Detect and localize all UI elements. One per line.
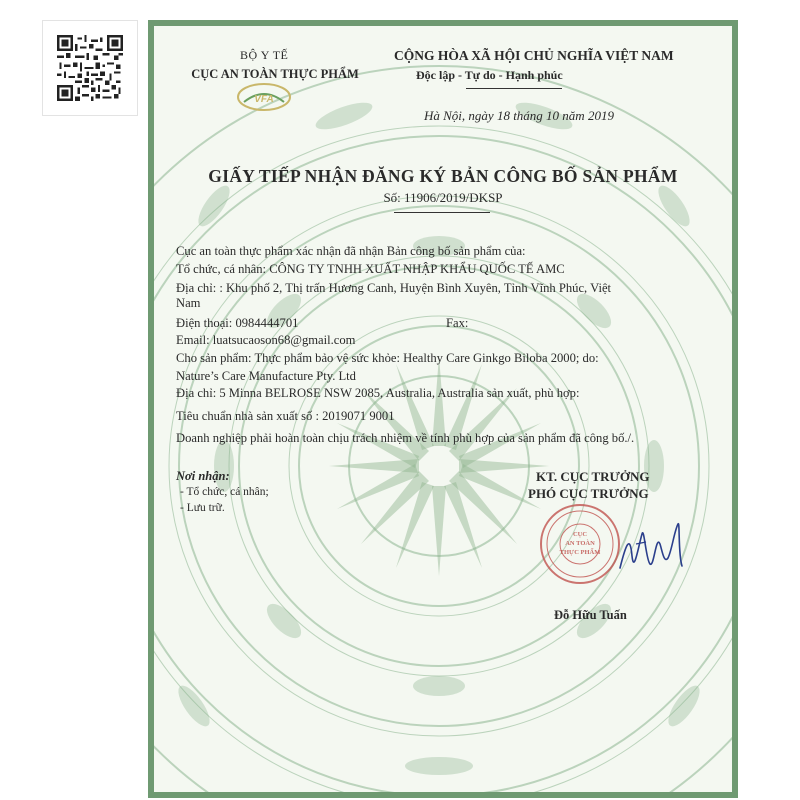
address-continuation: Nam xyxy=(176,296,201,310)
republic-name: CỘNG HÒA XÃ HỘI CHỦ NGHĨA VIỆT NAM xyxy=(394,48,674,63)
standard-line: Tiêu chuẩn nhà sản xuất số : 2019071 9001 xyxy=(176,409,395,423)
motto-underline xyxy=(466,88,562,89)
vfa-logo-icon xyxy=(236,82,292,112)
svg-text:THỰC PHẨM: THỰC PHẨM xyxy=(559,549,601,556)
issue-date: Hà Nội, ngày 18 tháng 10 năm 2019 xyxy=(424,108,614,123)
certificate-paper xyxy=(154,26,732,792)
department-name: CỤC AN TOÀN THỰC PHẨM xyxy=(191,67,359,81)
certificate-frame xyxy=(148,20,738,798)
svg-text:AN TOÀN: AN TOÀN xyxy=(565,540,595,547)
recipients-title: Nơi nhận: xyxy=(176,469,230,483)
signatory-position: PHÓ CỤC TRƯỞNG xyxy=(528,486,649,501)
national-motto: Độc lập - Tự do - Hạnh phúc xyxy=(416,68,563,82)
recipient-item: - Lưu trữ. xyxy=(180,502,225,514)
manufacturer-address-line: Địa chỉ: 5 Minna BELROSE NSW 2085, Australia, Australia sản xuất, phù hợp: xyxy=(176,386,580,400)
signer-name: Đỗ Hữu Tuấn xyxy=(554,608,627,622)
responsibility-line: Doanh nghiệp phải hoàn toàn chịu trách nhiệm về tính phù hợp của sản phẩm đã công bố./. xyxy=(176,431,635,445)
qr-code xyxy=(42,20,138,116)
manufacturer-line: Nature’s Care Manufacture Pty. Ltd xyxy=(176,369,356,383)
organization-line: Tổ chức, cá nhân: CÔNG TY TNHH XUẤT NHẬP KHẨU QUỐC TẾ AMC xyxy=(176,262,565,276)
address-line: Địa chỉ: : Khu phố 2, Thị trấn Hương Canh, Huyện Bình Xuyên, Tỉnh Vĩnh Phúc, Việt xyxy=(176,281,612,295)
phone-line: Điện thoại: 0984444701 xyxy=(176,316,299,330)
svg-text:CỤC: CỤC xyxy=(572,531,588,538)
ministry-name: BỘ Y TẾ xyxy=(240,48,289,62)
svg-text:VFA: VFA xyxy=(254,94,274,105)
signatory-title: KT. CỤC TRƯỞNG xyxy=(536,469,650,484)
confirmation-line: Cục an toàn thực phẩm xác nhận đã nhận Bản công bố sản phẩm của: xyxy=(176,244,526,258)
document-number: Số: 11906/2019/DKSP xyxy=(383,190,503,205)
email-line: Email: luatsucaoson68@gmail.com xyxy=(176,333,356,347)
official-stamp-icon xyxy=(538,502,622,586)
title-underline xyxy=(394,212,490,213)
recipient-item: - Tổ chức, cá nhân; xyxy=(180,486,269,498)
product-line: Cho sản phẩm: Thực phẩm bảo vệ sức khỏe: Healthy Care Ginkgo Biloba 2000; do: xyxy=(176,351,599,365)
fax-line: Fax: xyxy=(446,316,469,330)
handwritten-signature-icon xyxy=(616,504,688,586)
qr-code-icon xyxy=(57,35,123,101)
document-title: GIẤY TIẾP NHẬN ĐĂNG KÝ BẢN CÔNG BỐ SẢN PHẨM xyxy=(208,166,678,186)
